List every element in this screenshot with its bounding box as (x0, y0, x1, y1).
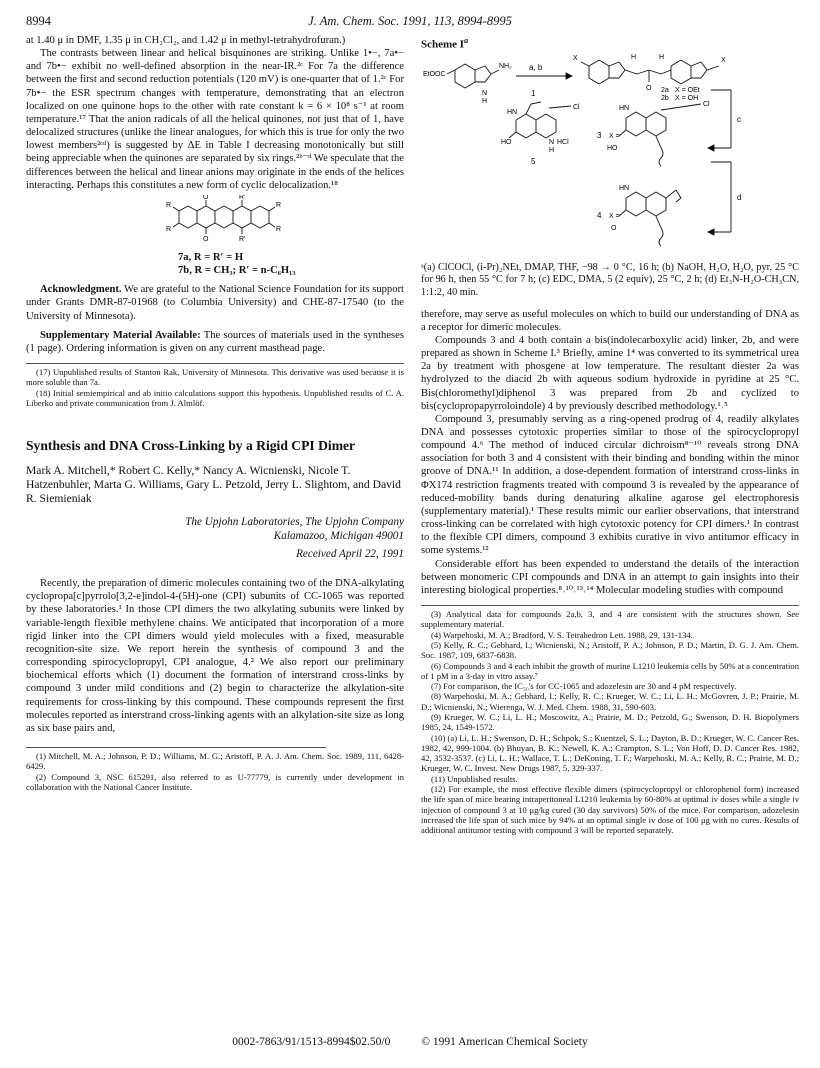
label-cl-3: Cl (703, 100, 710, 108)
scheme-title-sup: a (464, 36, 469, 45)
footnote-3: (3) Analytical data for compounds 2a,b, 3, and 4 are consistent with the structures shown. See supplementary material. (421, 609, 799, 630)
ack-heading: Acknowledgment. (40, 284, 122, 296)
scheme-title (421, 34, 799, 52)
footnote-11: (11) Unpublished results. (431, 773, 518, 784)
footnote-5: (5) Kelly, R. C.; Gebhard, I.; Wicnienski, N.; Aristoff, P. A.; Johnson, P. D.; Martin, D. G. J. Am. Chem. Soc. 1987, 109, 6837-6838. (421, 639, 799, 661)
footnotes-right (421, 605, 799, 836)
acknowledgment (26, 283, 404, 322)
structure-7b-label: 7b, R = CH₃; R′ = n-C₆H₁₃ (178, 265, 296, 277)
footnote-7: (7) For comparison, the IC₅₀'s for CC-1065 and adozelesin are 30 and 4 pM respectively. (431, 681, 737, 692)
compound-2a-label: 2a (661, 86, 669, 94)
page-number: 8994 (26, 14, 51, 28)
label-h-1: H (482, 97, 488, 105)
left-column (26, 34, 404, 792)
footnote-1: (1) Mitchell, M. A.; Johnson, P. D.; Williams, M. G.; Aristoff, P. A. J. Am. Chem. Soc. 1989, 111, 6428-6429. (26, 751, 404, 772)
page-footer (0, 1036, 820, 1048)
footnote-9: (9) Krueger, W. C.; Li, L. H.; Moscowitz, A.; Prairie, M. D.; Petzold, G.; Swenson, D. H. Biopolymers 1985, 24, 1549-1572. (421, 712, 799, 733)
footer-copyright: © 1991 American Chemical Society (421, 1036, 588, 1048)
label-etooc: EtOOC (423, 70, 446, 78)
label-o-4: O (611, 224, 617, 232)
struct-r-4: R (276, 225, 282, 233)
compound-3-label: 3 (597, 130, 602, 140)
affiliation-line-2: Kalamazoo, Michigan 49001 (273, 530, 404, 543)
footnote-6: (6) Compounds 3 and 4 each inhibit the growth of murine L1210 leukemia cells by 50% at a concentration of 1 pM in a 3-day in vitro assay.⁷ (421, 660, 799, 681)
label-nh2: NH₂ (499, 62, 512, 70)
structure-7-legend (26, 251, 404, 277)
label-n-1: N (482, 89, 488, 97)
compound-1-label: 1 (531, 88, 536, 98)
footnote-4: (4) Warpehoski, M. A.; Bradford, V. S. Tetrahedron Lett. 1988, 29, 131-134. (431, 629, 693, 640)
footnote-12: (12) For example, the most effective flexible dimers (spirocyclopropyl or chlorophenol form) increased the life span of mice bearing intraperitoneal L1210 leukemia by 60-80% at optimal iv doses while a single iv injection of compound 3 at 10 μg/kg cured (30 day survivors) 50% of the mice. For comparison, adozelesin increased the life span of such mice by 94% at an optimal single iv dose of 100 μg with no cures. Results of additional antitumor testing with compound 3 will be reported separately. (421, 784, 799, 836)
compound-4-label: 4 (597, 210, 602, 220)
article-title: Synthesis and DNA Cross-Linking by a Rigid CPI Dimer (26, 438, 356, 454)
scheme-footnote: ᵃ(a) ClCOCl, (i-Pr)₂NEt, DMAP, THF, −98 → 0 °C, 16 h; (b) NaOH, H₂O, H₂O, pyr, 25 °C for 96 h, then 55 °C for 7 h; (c) EDC, DMA, 5 (2 equiv), 25 °C, 2 h; (d) Et₃N-H₂O-CH₃CN, 1:1:2, 40 min. (421, 261, 799, 298)
struct-o-2: O (203, 235, 209, 243)
article-authors: Mark A. Mitchell,* Robert C. Kelly,* Nancy A. Wicnienski, Nicole T. Hatzenbuhler, Marta G. Williams, Gary L. Petzold, Jerry L. Slightom, and David R. Siemieniak (26, 464, 401, 506)
footnotes-1-2 (26, 751, 404, 792)
struct-r-prime-1: R′ (239, 194, 246, 201)
label-n-5: N (549, 138, 555, 146)
supp-text: The sources of materials used in the syntheses (1 page). Ordering information is given on any current masthead page. (26, 329, 404, 354)
label-hn-3: HN (619, 104, 630, 112)
paragraph-continued: at 1.40 μ in DMF, 1.35 μ in CH₂Cl₂, and 1.42 μ in methyl-tetrahydrofuran.) (26, 35, 346, 46)
label-hn-4: HN (619, 184, 630, 192)
journal-citation: J. Am. Chem. Soc. 1991, 113, 8994-8995 (308, 14, 512, 28)
label-o-1: O (646, 84, 652, 92)
paragraph-therefore: therefore, may serve as useful molecules on which to build our understanding of DNA as a receptor for dimeric molecules. (421, 308, 799, 333)
right-column (421, 34, 799, 836)
label-x-2: X (721, 56, 726, 64)
supp-heading: Supplementary Material Available: (40, 329, 201, 341)
footnote-17: (17) Unpublished results of Stanton Rak, University of Minnesota. This derivative was used because it is more soluble than 7a. (26, 366, 404, 388)
structure-7a-label: 7a, R = R′ = H (178, 251, 244, 263)
scheme-i-drawing (421, 52, 799, 262)
struct-r-3: R (276, 201, 282, 209)
label-h-2: H (631, 53, 637, 61)
scheme-title-text: Scheme I (421, 38, 465, 51)
footnote-18: (18) Initial semiempirical and ab initio calculations support this hypothesis. Unpublished results of C. A. Liberko and private communication from J. Almlöf. (26, 387, 404, 408)
footer-code: 0002-7863/91/1513-8994$02.50/0 (232, 1036, 391, 1048)
compound-2b-label: 2b (661, 94, 669, 102)
struct-r-prime-2: R′ (239, 235, 246, 243)
struct-o-1: O (203, 194, 209, 201)
bisquinone-structure-drawing (26, 195, 404, 251)
reagent-d-label: d (737, 192, 742, 202)
label-h-5: H (549, 146, 555, 154)
running-header (26, 14, 794, 30)
label-x-oet: X = OEt (675, 86, 700, 94)
structure-7-figure (26, 195, 404, 251)
footnote-8: (8) Warpehoski, M. A.; Gebhard, I.; Kelly, R. C.; Krueger, W. C.; Li, L. H.; McGovren, J. P.; Prairie, M. D.; Wicnienski, N.; Wierenga, W. J. Med. Chem. 1988, 31, 590-603. (421, 691, 799, 712)
reagent-c-label: c (737, 114, 741, 124)
label-h-3: H (659, 53, 665, 61)
received-date: Received April 22, 1991 (296, 548, 404, 561)
label-ho-5: HO (501, 138, 512, 146)
label-ho-3: HO (607, 144, 618, 152)
struct-r-1: R (166, 201, 172, 209)
label-x-oh: X = OH (675, 94, 699, 102)
struct-r-2: R (166, 225, 172, 233)
compound-5-label: 5 (531, 156, 536, 166)
label-hn-5: HN (507, 108, 518, 116)
supplementary-material (26, 329, 404, 355)
footnote-10: (10) (a) Li, L. H.; Swenson, D. H.; Schpok, S.; Kuentzel, S. L.; Dayton, B. D.; Krueger, W. C. Cancer Res. 1982, 42, 999-1004. (b) Bhuyan, B. K.; Newell, K. A.; Crampton, S. L.; Von Hoff, D. D. Cancer Res. 1982, 42, 3532-3537. (c) Li, L. H.; Wallace, T. L.; DeKoning, T. F.; Warpehoski, M. A.; Kelly, R. C.; Prairie, M. D.; Krueger, W. C. Invest. New Drugs 1987, 5, 329-337. (421, 732, 799, 774)
label-x-eq-3: X = (609, 132, 620, 140)
footnote-2: (2) Compound 3, NSC 615291, also referred to as U-77779, is currently under development in collaboration with the National Cancer Institute. (26, 771, 404, 792)
paragraph-contrast: The contrasts between linear and helical bisquinones are striking. Unlike 1•−, 7a•− and 7b•− exhibit no well-defined absorption in the near-IR.²ᶜ For 7a the difference between the first and second reduction potentials (120 mV) is one-quarter that of 1.²ᶜ For 7b•− the ESR spectrum changes with temperature, demonstrating that an electron localized on one quinone hops to the other with rate constant k = 6 × 10⁸ s⁻¹ at room temperature.¹⁷ That the anion radicals of all the helical quinones, not just that of 1, have delocalized structures (unlike the linear analogues, for which this is true for only the two lowest members²ᶜᵈ) is suggested by ΔE in Table I decreasing monotonically but still being appreciable when the quinones are separated by six rings.²ᵇ⁻ᵈ We speculate that the differences between the helical and linear anions may originate in the ends of the helices interacting. Perhaps this constitutes a new form of cyclic delocalization.¹⁸ (26, 48, 404, 191)
affiliation-line-1: The Upjohn Laboratories, The Upjohn Company (185, 516, 404, 529)
label-x-eq-4: X = (609, 212, 620, 220)
label-hcl-5: HCl (557, 138, 569, 146)
paragraph-compounds: Compounds 3 and 4 both contain a bis(indolecarboxylic acid) linker, 2b, and were prepared as shown in Scheme I.³ Briefly, amine 1⁴ was converted to its symmetrical urea 2a by treatment with phosgene at low temperature. The resultant diester 2a was hydrolyzed to the diacid 2b with aqueous sodium hydroxide in pyridine at 25 °C. Bis(chloromethyl)diphenol 3 was prepared from 2b and cyclized to bis(cyclopropapyrroloindole) 4 by previously described methodology.¹˒⁵ (421, 334, 799, 412)
paragraph-compound3: Compound 3, presumably serving as a ring-opened prodrug of 4, readily alkylates DNA and possesses cytotoxic properties similar to those of the spirocyclopropyl compound 4.⁶ The method of induced circular dichroism⁸⁻¹⁰ reveals strong DNA association for both 3 and 4 consistent with their binding and bonding within the minor groove of DNA.¹¹ In addition, a dose-dependent formation of interstrand cross-links in ΦX174 restriction fragments treated with compound 3 is revealed by the appearance of reduced-mobility bands during denaturing alkaline agarose gel electrophoresis (supplementary material).¹ These results mimic our earlier observations, that interstrand cross-linking can be correlated with high cytotoxic potency for CPI dimers.¹ In contrast to the flexible CPI dimers, compound 3 exhibits curative in vivo antitumor efficacy in some systems.¹² (421, 413, 799, 557)
reagents-ab: a, b (529, 62, 543, 72)
label-cl-5: Cl (573, 103, 580, 111)
ack-text: We are grateful to the National Science Foundation for its support under Grants DMR-87-01968 (to Columbia University) and CHE-87-17540 (to the University of Minnesota). (26, 284, 404, 322)
label-x-1: X (573, 54, 578, 62)
paragraph-considerable: Considerable effort has been expended to understand the details of the interaction between monomeric CPI compounds and DNA in an attempt to gain insights into their interesting biological properties.⁸˒¹⁰˒¹³˒¹⁴ Molecular modeling studies with compound (421, 558, 799, 596)
paragraph-recently: Recently, the preparation of dimeric molecules containing two of the DNA-alkylating cyclopropa[c]pyrrolo[3,2-e]indol-4-(5H)-one (CPI) subunits of CC-1065 was reported by these laboratories.¹ In those CPI dimers the two alkylating subunits were linked by variable-length flexible methylene chains. We anticipated that incorporation of a more rigid linker into the CPI dimers would yield molecules with a fixed, measurable recognition-site size. We report herein the synthesis of compound 3 and the corresponding spirocyclopropyl, CPI analogue, 4.² We also report our preliminary biochemical efforts which (1) document the formation of interstrand cross-links by compound 3 under mild conditions and (2) begin to characterize the alkylation-site requirements for cross-linking by this compound. These compounds represent the first molecules reported as interstrand cross-linking agents with an alkylation-site size as long as six base pairs and, (26, 578, 404, 734)
footnotes-top (26, 363, 404, 408)
